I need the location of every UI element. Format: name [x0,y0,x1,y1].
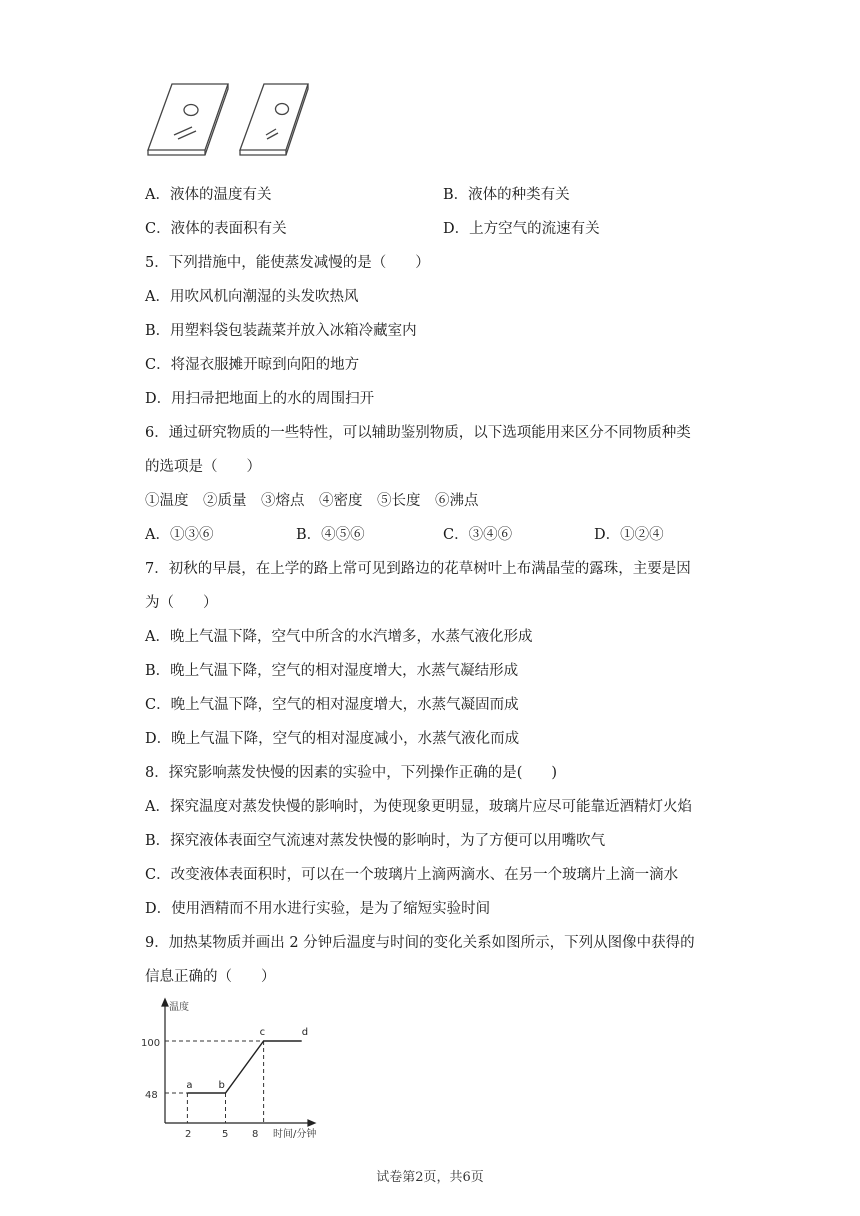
q6-option-b: B．④⑤⑥ [296,527,365,543]
q8-option-d: D．使用酒精而不用水进行实验，是为了缩短实验时间 [145,901,491,917]
point-label-b: b [218,1080,225,1091]
q8-option-b: B．探究液体表面空气流速对蒸发快慢的影响时，为了方便可以用嘴吹气 [145,833,606,849]
glass-slide-left [148,84,228,155]
q5-stem: 5．下列措施中，能使蒸发减慢的是（ ） [145,255,430,271]
q6-stem-line1: 6．通过研究物质的一些特性，可以辅助鉴别物质，以下选项能用来区分不同物质种类 [145,425,691,441]
q4-option-d: D．上方空气的流速有关 [443,221,600,237]
x-axis-label: 时间/分钟 [273,1129,317,1140]
x-tick-2: 2 [185,1129,192,1140]
q7-option-a: A．晚上气温下降，空气中所含的水汽增多，水蒸气液化形成 [145,629,533,645]
point-label-d: d [301,1027,309,1038]
q6-option-d: D．①②④ [594,527,664,543]
q4-option-a: A．液体的温度有关 [145,187,272,203]
q6-stem-line2: 的选项是（ ） [145,459,261,475]
q8-stem: 8．探究影响蒸发快慢的因素的实验中，下列操作正确的是( ) [145,765,558,781]
q5-option-b: B．用塑料袋包装蔬菜并放入冰箱冷藏室内 [145,323,417,339]
q8-option-a: A．探究温度对蒸发快慢的影响时，为使现象更明显，玻璃片应尽可能靠近酒精灯火焰 [145,799,692,815]
page-footer: 试卷第2页，共6页 [376,1170,484,1185]
point-label-c: c [259,1027,266,1038]
q4-option-b: B．液体的种类有关 [443,187,570,203]
q9-stem-line1: 9．加热某物质并画出 2 分钟后温度与时间的变化关系如图所示，下列从图像中获得的 [145,935,695,951]
y-axis-arrow [162,999,168,1006]
glass-slides-figure [140,78,310,158]
q7-stem-line1: 7．初秋的早晨，在上学的路上常可见到路边的花草树叶上布满晶莹的露珠，主要是因 [145,561,691,577]
q4-option-c: C．液体的表面积有关 [145,221,287,237]
q6-items: ①温度 ②质量 ③熔点 ④密度 ⑤长度 ⑥沸点 [145,493,479,509]
q7-option-b: B．晚上气温下降，空气的相对湿度增大，水蒸气凝结形成 [145,663,519,679]
q7-option-c: C．晚上气温下降，空气的相对湿度增大，水蒸气凝固而成 [145,697,519,713]
q5-option-d: D．用扫帚把地面上的水的周围扫开 [145,391,375,407]
q7-stem-line2: 为（ ） [145,595,218,611]
q7-option-d: D．晚上气温下降，空气的相对湿度减小，水蒸气液化而成 [145,731,520,747]
point-label-a: a [186,1080,193,1091]
temperature-line [187,1041,301,1093]
y-tick-48: 48 [145,1090,158,1101]
q6-option-a: A．①③⑥ [145,527,214,543]
q9-stem-line2: 信息正确的（ ） [145,969,276,985]
q6-option-c: C．③④⑥ [443,527,513,543]
x-axis-arrow [308,1120,315,1126]
x-tick-5: 5 [222,1129,229,1140]
q5-option-a: A．用吹风机向潮湿的头发吹热风 [145,289,359,305]
q8-option-c: C．改变液体表面积时，可以在一个玻璃片上滴两滴水、在另一个玻璃片上滴一滴水 [145,867,679,883]
temperature-time-chart [135,995,340,1145]
x-tick-8: 8 [252,1129,259,1140]
y-axis-label: 温度 [169,1002,189,1013]
glass-slide-right [240,84,308,155]
y-tick-100: 100 [141,1038,161,1049]
q5-option-c: C．将湿衣服摊开晾到向阳的地方 [145,357,360,373]
